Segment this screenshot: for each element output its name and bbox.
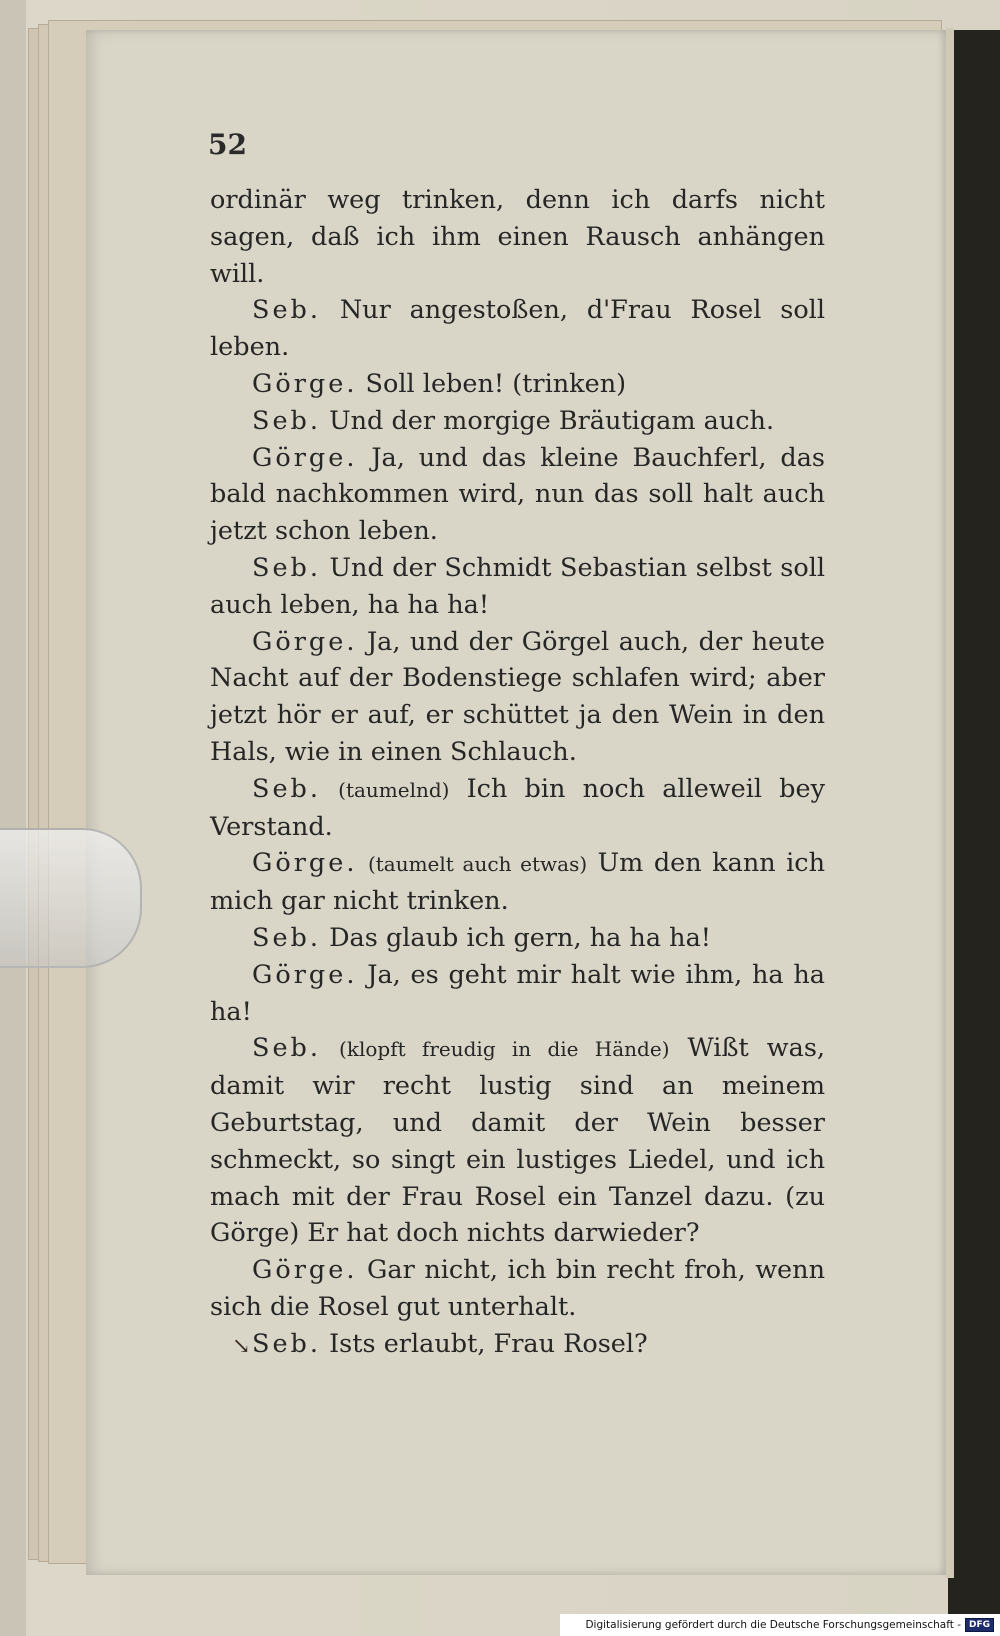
speaker-name: Görge. bbox=[252, 368, 358, 399]
dialogue-paragraph bbox=[210, 366, 825, 403]
dialogue-paragraph bbox=[210, 920, 825, 957]
dialogue-paragraph bbox=[210, 403, 825, 440]
page-clip-holder bbox=[0, 828, 142, 968]
dialogue-paragraph bbox=[210, 624, 825, 771]
dialogue-text: Das glaub ich gern, ha ha ha! bbox=[329, 922, 712, 953]
dialogue-paragraph bbox=[210, 182, 825, 292]
dialogue-text: Ja, und der Görgel auch, der heute Nacht auf der Bodenstiege schlafen wird; aber jetzt hör er auf, er schüttet ja den Wein in den Hals, wie in einen Schlauch. bbox=[210, 626, 825, 767]
speaker-name: Seb. bbox=[252, 1033, 321, 1064]
footer-bar bbox=[560, 1614, 1000, 1636]
speaker-name: Seb. bbox=[252, 1328, 321, 1359]
page-text bbox=[210, 182, 825, 1363]
scan-left-margin bbox=[0, 0, 26, 1636]
dialogue-text: Ists erlaubt, Frau Rosel? bbox=[329, 1328, 648, 1359]
speaker-name: Seb. bbox=[252, 295, 321, 326]
speaker-name: Görge. bbox=[252, 442, 358, 473]
dialogue-paragraph bbox=[210, 845, 825, 920]
dialogue-text: Gar nicht, ich bin recht froh, wenn sich die Rosel gut unterhalt. bbox=[210, 1255, 825, 1322]
page-number: 52 bbox=[208, 128, 247, 161]
dialogue-text: Um den kann ich mich gar nicht trinken. bbox=[210, 848, 826, 917]
dialogue-text: Ja, es geht mir halt wie ihm, ha ha ha! bbox=[210, 959, 825, 1027]
speaker-name: Seb. bbox=[252, 922, 321, 953]
dialogue-paragraph bbox=[210, 1252, 825, 1326]
speaker-name: Seb. bbox=[252, 552, 321, 583]
dialogue-paragraph bbox=[210, 957, 825, 1031]
dialogue-paragraph bbox=[210, 550, 825, 624]
speaker-name: Seb. bbox=[252, 773, 321, 804]
ink-mark: ↘ bbox=[232, 1334, 251, 1359]
speaker-name: Görge. bbox=[252, 626, 358, 657]
speaker-name: Görge. bbox=[252, 959, 358, 990]
dialogue-paragraph bbox=[210, 1326, 825, 1363]
dialogue-text: Wißt was, damit wir recht lustig sind an meinem Geburtstag, und damit der Wein besser schmeckt, so singt ein lustiges Liedel, und ich mach mit der Frau Rosel ein Tanzel dazu. (zu Görge) Er hat doch nichts darwieder? bbox=[210, 1033, 826, 1249]
stage-direction: (klopft freudig in die Hände) bbox=[339, 1037, 670, 1062]
next-page-edge bbox=[946, 28, 954, 1578]
dialogue-text: Soll leben! (trinken) bbox=[365, 368, 627, 399]
dialogue-paragraph bbox=[210, 771, 825, 846]
dialogue-paragraph bbox=[210, 292, 825, 366]
book-cover-edge bbox=[948, 30, 1000, 1636]
dialogue-text: Ja, und das kleine Bauchferl, das bald nachkommen wird, nun das soll halt auch jetzt schon leben. bbox=[210, 442, 825, 547]
footer-credit: Digitalisierung gefördert durch die Deutsche Forschungsgemeinschaft - bbox=[585, 1619, 961, 1631]
dialogue-text: ordinär weg trinken, denn ich darfs nicht sagen, daß ich ihm einen Rausch anhängen will. bbox=[210, 185, 825, 289]
dialogue-paragraph bbox=[210, 440, 825, 550]
dialogue-text: Und der Schmidt Sebastian selbst soll auch leben, ha ha ha! bbox=[210, 552, 826, 620]
speaker-name: Görge. bbox=[252, 1255, 358, 1286]
dialogue-text: Ich bin noch alleweil bey Verstand. bbox=[210, 773, 825, 842]
dialogue-text: Nur angestoßen, d'Frau Rosel soll leben. bbox=[210, 295, 825, 363]
dialogue-text: Und der morgige Bräutigam auch. bbox=[329, 405, 775, 436]
stage-direction: (taumelnd) bbox=[338, 777, 450, 802]
speaker-name: Seb. bbox=[252, 405, 321, 436]
dialogue-paragraph bbox=[210, 1030, 825, 1252]
dfg-logo: DFG bbox=[965, 1618, 994, 1632]
speaker-name: Görge. bbox=[252, 848, 358, 879]
stage-direction: (taumelt auch etwas) bbox=[367, 852, 588, 877]
